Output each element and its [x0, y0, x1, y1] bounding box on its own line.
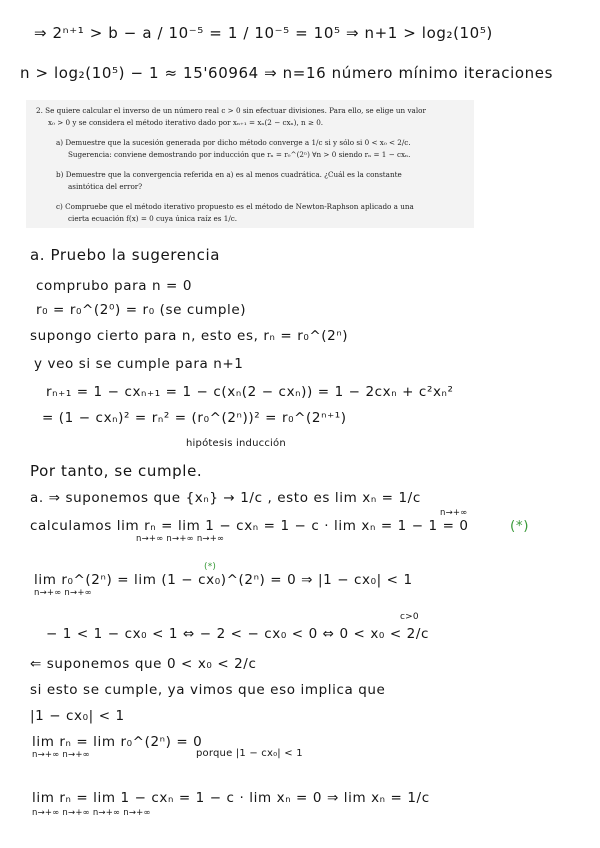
- because-note: porque |1 − cx₀| < 1: [196, 748, 303, 759]
- limit-subscript-16: n→+∞ n→+∞: [32, 750, 90, 760]
- solution-line-15: |1 − cx₀| < 1: [30, 708, 125, 724]
- solution-line-13: ⇐ suponemos que 0 < x₀ < 2/c: [30, 656, 257, 672]
- c-positive-note: c>0: [400, 612, 419, 622]
- solution-line-16: lim rₙ = lim r₀^(2ⁿ) = 0: [32, 734, 203, 750]
- problem-part-b-line-1: b) Demuestre que la convergencia referida en a) es al menos cuadrática. ¿Cuál es la constante: [56, 170, 402, 179]
- limit-subscript-17: n→+∞ n→+∞ n→+∞ n→+∞: [32, 808, 151, 818]
- solution-line-3: r₀ = r₀^(2⁰) = r₀ (se cumple): [36, 302, 247, 318]
- limit-subscript-9: n→+∞: [440, 508, 468, 518]
- solution-line-5: y veo si se cumple para n+1: [34, 356, 244, 372]
- solution-line-8: Por tanto, se cumple.: [30, 462, 203, 480]
- limit-subscript-10: n→+∞ n→+∞ n→+∞: [136, 534, 225, 544]
- solution-line-1: a. Pruebo la sugerencia: [30, 246, 221, 264]
- solution-line-12: − 1 < 1 − cx₀ < 1 ⇔ − 2 < − cx₀ < 0 ⇔ 0 < x₀ < 2/c: [46, 626, 429, 642]
- solution-line-6: rₙ₊₁ = 1 − cxₙ₊₁ = 1 − c(xₙ(2 − cxₙ)) = 1 − 2cxₙ + c²xₙ²: [46, 384, 454, 400]
- asterisk-mark-11: (*): [204, 562, 217, 572]
- solution-line-14: si esto se cumple, ya vimos que eso implica que: [30, 682, 386, 698]
- asterisk-mark-10: (*): [510, 518, 530, 534]
- problem-part-c-line-2: cierta ecuación f(x) = 0 cuya única raíz es 1/c.: [68, 214, 238, 223]
- problem-intro-line-1: 2. Se quiere calcular el inverso de un número real c > 0 sin efectuar divisiones. Para ello, se elige un valor: [36, 106, 426, 115]
- solution-line-17: lim rₙ = lim 1 − cxₙ = 1 − c · lim xₙ = 0 ⇒ lim xₙ = 1/c: [32, 790, 430, 806]
- solution-line-11: lim r₀^(2ⁿ) = lim (1 − cx₀)^(2ⁿ) = 0 ⇒ |1 − cx₀| < 1: [34, 572, 413, 588]
- solution-line-7: = (1 − cxₙ)² = rₙ² = (r₀^(2ⁿ))² = r₀^(2ⁿ⁺¹): [42, 410, 347, 426]
- problem-intro-line-2: x₀ > 0 y se considera el método iterativo dado por xₙ₊₁ = xₙ(2 − cxₙ), n ≥ 0.: [48, 118, 324, 127]
- solution-line-9: a. ⇒ suponemos que {xₙ} → 1/c , esto es lim xₙ = 1/c: [30, 490, 421, 506]
- solution-line-10: calculamos lim rₙ = lim 1 − cxₙ = 1 − c · lim xₙ = 1 − 1 = 0: [30, 518, 469, 534]
- solution-line-2: comprubo para n = 0: [36, 278, 193, 294]
- induction-hypothesis-note: hipótesis inducción: [186, 438, 286, 449]
- solution-line-4: supongo cierto para n, esto es, rₙ = r₀^(2ⁿ): [30, 328, 349, 344]
- handwritten-line-2: n > log₂(10⁵) − 1 ≈ 15'60964 ⇒ n=16 número mínimo iteraciones: [20, 64, 554, 82]
- problem-part-a-line-2: Sugerencia: conviene demostrando por inducción que rₙ = r₀^(2ⁿ) ∀n > 0 siendo rₙ = 1 − cxₙ.: [68, 150, 411, 159]
- limit-subscript-11: n→+∞ n→+∞: [34, 588, 92, 598]
- problem-part-b-line-2: asintótica del error?: [68, 182, 143, 191]
- printed-problem-statement: [26, 100, 474, 228]
- handwritten-line-1: ⇒ 2ⁿ⁺¹ > b − a / 10⁻⁵ = 1 / 10⁻⁵ = 10⁵ ⇒ n+1 > log₂(10⁵): [34, 24, 493, 42]
- problem-part-a-line-1: a) Demuestre que la sucesión generada por dicho método converge a 1/c si y sólo si 0 < x₀ < 2/c.: [56, 138, 411, 147]
- problem-part-c-line-1: c) Compruebe que el método iterativo propuesto es el método de Newton-Raphson aplicado a una: [56, 202, 414, 211]
